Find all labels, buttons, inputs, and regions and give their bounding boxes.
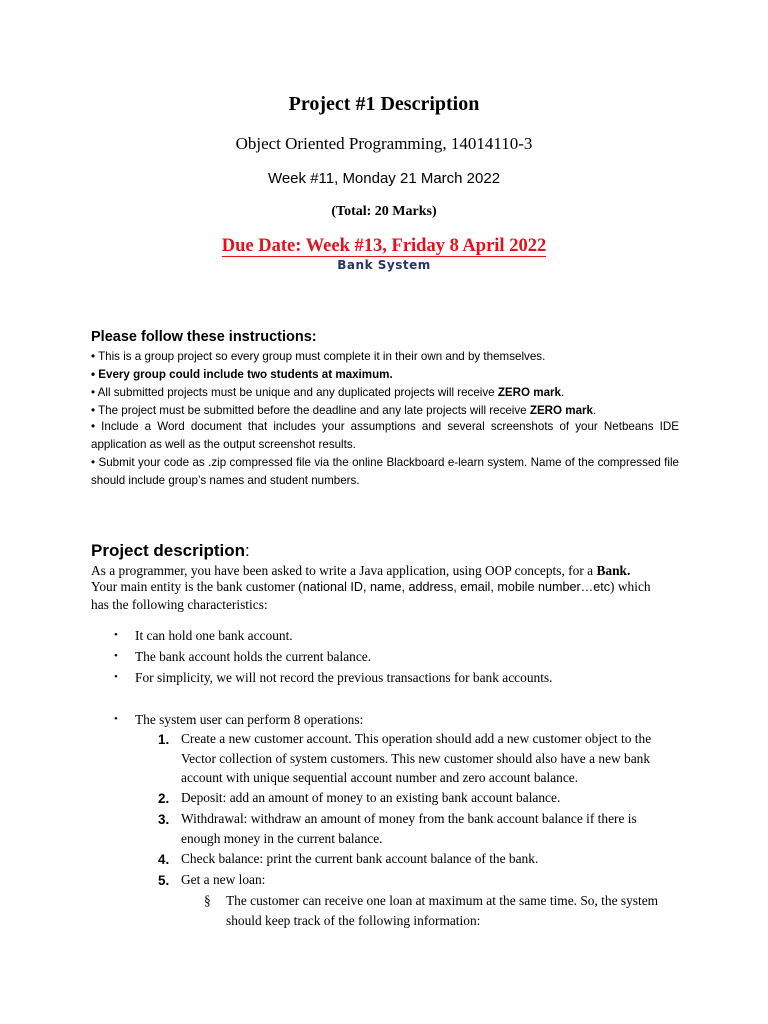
instruction-item: [91, 418, 679, 454]
instruction-text: .: [593, 404, 597, 417]
instruction-text: • Submit your code as .zip compressed file via the online Blackboard e-learn system. Name of the compressed file should include group’s names and student numbers.: [91, 456, 679, 487]
bullet-icon: •: [114, 671, 118, 683]
operation-text: Get a new loan:: [181, 872, 266, 887]
instruction-item: [91, 454, 679, 490]
operation-number: 3.: [158, 812, 170, 827]
intro-bold: Bank.: [596, 563, 631, 578]
intro-details: national ID, name, address, email, mobile number…etc: [302, 580, 611, 594]
page-title: Project #1 Description: [288, 93, 480, 115]
list-item: It can hold one bank account.: [135, 628, 293, 643]
instruction-item: [91, 366, 679, 384]
bullet-icon: •: [114, 629, 118, 641]
intro-text: As a programmer, you have been asked to write a Java application, using OOP concepts, for a: [91, 563, 597, 578]
intro-line: has the following characteristics:: [91, 597, 268, 612]
due-date-text: Due Date: Week #13, Friday 8 April 2022: [221, 236, 547, 256]
operation-number: 5.: [158, 873, 170, 888]
operation-text: Withdrawal: withdraw an amount of money from the bank account balance if there is enough money in the current balance.: [181, 811, 637, 846]
operation-text: Check balance: print the current bank account balance of the bank.: [181, 851, 539, 866]
instruction-text: • The project must be submitted before the deadline and any late projects will receive: [91, 404, 530, 417]
subtitle: Bank System: [337, 258, 431, 272]
due-date: [0, 236, 768, 257]
instruction-text: • This is a group project so every group must complete it in their own and by themselves.: [91, 350, 546, 363]
operation-number: 4.: [158, 852, 170, 867]
list-item: The bank account holds the current balance.: [135, 649, 372, 664]
instruction-text: .: [561, 386, 565, 399]
intro-text: ) which: [610, 579, 651, 594]
instruction-item: [91, 384, 679, 402]
sub-item-text: The customer can receive one loan at maximum at the same time. So, the system should keep track of the following information:: [226, 893, 659, 928]
total-marks: (Total: 20 Marks): [331, 204, 437, 219]
operation-number: 2.: [158, 791, 170, 806]
project-description-heading: [91, 541, 250, 561]
week-date: Week #11, Monday 21 March 2022: [267, 170, 501, 187]
operation-number: 1.: [158, 732, 170, 747]
instruction-emphasis: ZERO mark: [497, 386, 561, 399]
instruction-text: • All submitted projects must be unique and any duplicated projects will receive: [91, 386, 498, 399]
list-item: The system user can perform 8 operations:: [135, 712, 364, 727]
instructions-heading: Please follow these instructions:: [91, 329, 317, 345]
instruction-emphasis: ZERO mark: [529, 404, 594, 417]
instruction-text: • Include a Word document that includes your assumptions and several screenshots of your Netbeans IDE application as well as the output screenshot results.: [91, 420, 679, 451]
instruction-text: • Every group could include two students at maximum.: [91, 368, 393, 381]
bullet-icon: •: [114, 713, 118, 725]
bullet-icon: •: [114, 650, 118, 662]
heading-text: Project description: [91, 541, 245, 560]
instruction-item: [91, 348, 679, 366]
operation-text: Create a new customer account. This operation should add a new customer object to the Vector collection of system customers. This new customer should also have a new bank account with unique sequential account number and zero account balance.: [181, 731, 652, 785]
intro-line: [91, 578, 681, 596]
course-name: Object Oriented Programming, 14014110-3: [235, 134, 533, 153]
heading-colon: :: [244, 541, 250, 560]
operation-text: Deposit: add an amount of money to an existing bank account balance.: [181, 790, 561, 805]
section-sign-icon: §: [204, 893, 211, 908]
list-item: For simplicity, we will not record the previous transactions for bank accounts.: [135, 670, 553, 685]
intro-text: Your main entity is the bank customer (: [91, 579, 303, 594]
